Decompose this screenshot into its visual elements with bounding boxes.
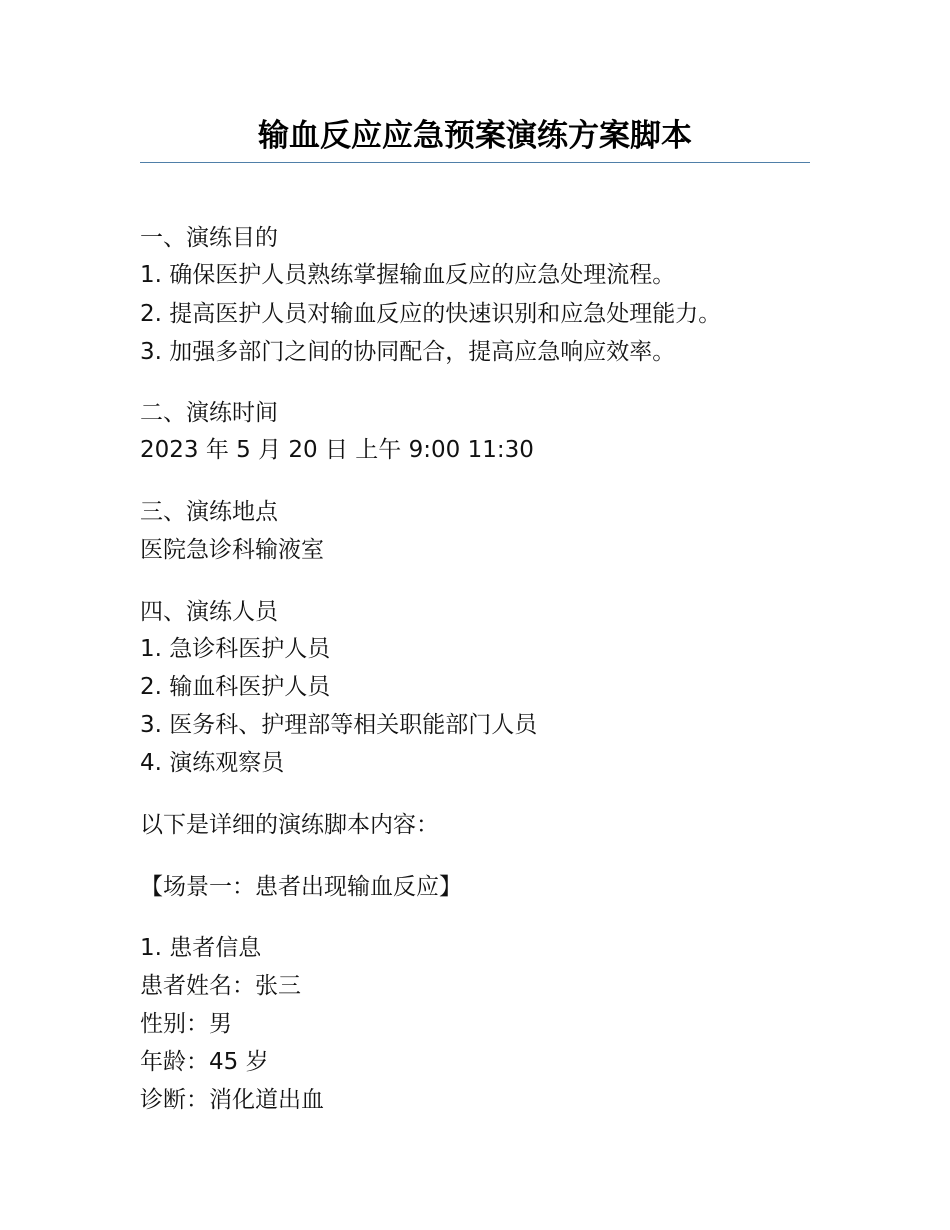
patient-gender: 性别：男 — [140, 1011, 232, 1037]
personnel-item-1: 1. 急诊科医护人员 — [140, 636, 331, 662]
patient-info-heading: 1. 患者信息 — [140, 935, 262, 961]
drill-location-text: 医院急诊科输液室 — [140, 537, 324, 563]
section-heading-personnel: 四、演练人员 — [140, 599, 278, 625]
purpose-item-2: 2. 提高医护人员对输血反应的快速识别和应急处理能力。 — [140, 301, 722, 327]
patient-name: 患者姓名：张三 — [140, 973, 301, 999]
section-heading-location: 三、演练地点 — [140, 499, 278, 525]
scene-one-heading: 【场景一：患者出现输血反应】 — [140, 874, 462, 900]
script-intro-text: 以下是详细的演练脚本内容： — [140, 812, 439, 838]
personnel-item-4: 4. 演练观察员 — [140, 750, 285, 776]
section-heading-purpose: 一、演练目的 — [140, 225, 278, 251]
document-title: 输血反应应急预案演练方案脚本 — [258, 118, 692, 154]
personnel-item-3: 3. 医务科、护理部等相关职能部门人员 — [140, 712, 538, 738]
personnel-item-2: 2. 输血科医护人员 — [140, 674, 331, 700]
patient-diagnosis: 诊断：消化道出血 — [140, 1087, 324, 1113]
drill-time-text: 2023 年 5 月 20 日 上午 9:00 11:30 — [140, 437, 534, 463]
patient-age: 年龄：45 岁 — [140, 1049, 269, 1075]
purpose-item-3: 3. 加强多部门之间的协同配合，提高应急响应效率。 — [140, 339, 676, 365]
purpose-item-1: 1. 确保医护人员熟练掌握输血反应的应急处理流程。 — [140, 262, 676, 288]
title-underline — [140, 162, 810, 163]
section-heading-time: 二、演练时间 — [140, 400, 278, 426]
